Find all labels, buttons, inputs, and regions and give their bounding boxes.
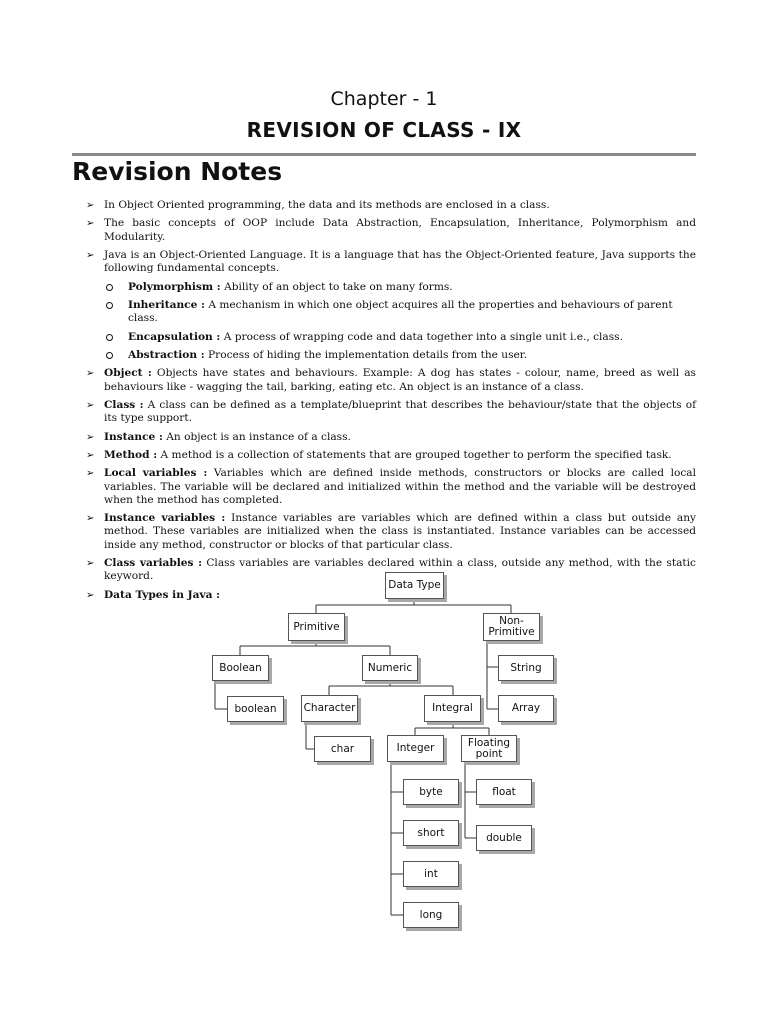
title-divider: [72, 153, 696, 156]
node-label: boolean: [234, 702, 277, 715]
note-text: In Object Oriented programming, the data and its methods are enclosed in a class.: [104, 199, 550, 211]
concept-term: Abstraction :: [128, 348, 205, 361]
section-title: Revision Notes: [72, 157, 283, 186]
circle-bullet-icon: [106, 284, 113, 291]
arrow-bullet-icon: ➢: [86, 449, 95, 461]
definition-text: Objects have states and behaviours. Example: A dog has states - colour, name, breed as well as behaviours like - wagging the tail, barking, eating etc. An object is an instance of a class.: [104, 367, 696, 393]
arrow-bullet-icon: ➢: [86, 200, 95, 211]
definition-item: [86, 431, 696, 444]
arrow-bullet-icon: ➢: [86, 249, 95, 261]
node-int: [403, 861, 459, 887]
node-label: Primitive: [293, 620, 340, 633]
concept-text: Ability of an object to take on many forms.: [220, 280, 453, 293]
arrow-bullet-icon: ➢: [86, 399, 95, 411]
node-primitive: [288, 613, 345, 641]
note-text: Java is an Object-Oriented Language. It is a language that has the Object-Oriented feature, Java supports the following fundamental concepts.: [104, 248, 696, 275]
concept-item: [86, 349, 696, 362]
definition-text: A class can be defined as a template/blueprint that describes the behaviour/state that the objects of its type support.: [104, 398, 696, 425]
circle-bullet-icon: [106, 334, 113, 341]
node-label: Character: [303, 702, 356, 714]
node-float: [476, 779, 532, 805]
node-array: [498, 695, 554, 722]
circle-bullet-icon: [106, 302, 113, 309]
definition-item: [86, 557, 696, 583]
node-label: point: [475, 747, 503, 760]
node-long: [403, 902, 459, 928]
node-floating-point: [461, 735, 517, 762]
arrow-bullet-icon: ➢: [86, 589, 95, 601]
definition-text: An object is an instance of a class.: [162, 430, 351, 443]
node-boolean-type: [227, 696, 284, 722]
node-label: Numeric: [367, 661, 413, 674]
node-label: Data Type: [388, 579, 441, 591]
definition-item: [86, 399, 696, 425]
node-label: Boolean: [219, 661, 262, 674]
node-integer: [387, 735, 444, 762]
definition-term: Local variables :: [104, 467, 208, 480]
note-item: [86, 199, 696, 212]
definition-term: Instance variables :: [104, 512, 226, 525]
concept-term: Polymorphism :: [128, 280, 221, 293]
node-character: [301, 695, 358, 722]
node-double: [476, 825, 532, 851]
node-label: short: [417, 826, 445, 839]
definition-text: Class variables are variables declared within a class, outside any method, with the static keyword.: [104, 556, 696, 583]
definition-item: [86, 467, 696, 507]
note-text: The basic concepts of OOP include Data Abstraction, Encapsulation, Inheritance, Polymorphism and Modularity.: [104, 217, 696, 243]
concept-term: Encapsulation :: [128, 330, 221, 343]
concept-item: [86, 331, 696, 344]
node-label: double: [486, 831, 522, 844]
node-label: byte: [419, 785, 443, 798]
definition-term: Class variables :: [104, 556, 203, 569]
concept-text: A mechanism in which one object acquires all the properties and behaviours of parent class.: [128, 298, 673, 325]
node-label: Primitive: [488, 626, 535, 638]
node-numeric: [362, 655, 418, 681]
node-label: Floating: [467, 736, 511, 749]
data-types-heading: Data Types in Java :: [104, 588, 221, 601]
arrow-bullet-icon: ➢: [86, 368, 95, 380]
arrow-bullet-icon: ➢: [86, 513, 95, 525]
definition-item: [86, 449, 696, 462]
definition-text: Instance variables are variables which are defined within a class but outside any method. These variables are initialized when the class is instantiated. Instance variables can be accessed inside any method, constructor or blocks of that particular class.: [104, 512, 696, 551]
node-label: String: [510, 661, 542, 674]
node-label: Non-: [499, 615, 524, 627]
node-label: Integer: [396, 742, 435, 754]
arrow-bullet-icon: ➢: [86, 431, 95, 443]
node-label: long: [419, 908, 443, 921]
node-label: int: [424, 867, 438, 880]
node-integral: [424, 695, 481, 722]
revision-notes-list: [86, 199, 696, 607]
node-label: Array: [511, 702, 541, 714]
chapter-number: Chapter - 1: [330, 88, 438, 110]
definition-text: Variables which are defined inside methods, constructors or blocks are called local variables. The variable will be declared and initialized within the method and the variable will be destroyed when the method has completed.: [104, 467, 696, 506]
node-short: [403, 820, 459, 846]
node-label: Integral: [432, 702, 473, 714]
definition-term: Method :: [104, 448, 158, 461]
node-label: float: [492, 785, 516, 798]
note-item: [86, 217, 696, 243]
node-non-primitive: [483, 613, 540, 641]
definition-term: Object :: [104, 367, 152, 380]
definition-term: Instance :: [104, 430, 163, 443]
arrow-bullet-icon: ➢: [86, 218, 95, 230]
concept-item: [86, 281, 696, 294]
note-item: [86, 249, 696, 275]
definition-item: [86, 589, 696, 602]
node-boolean-category: [212, 655, 269, 681]
chapter-title: REVISION OF CLASS - IX: [246, 118, 522, 142]
circle-bullet-icon: [106, 352, 113, 359]
concept-text: Process of hiding the implementation details from the user.: [204, 348, 528, 361]
node-label: char: [330, 742, 355, 755]
definition-term: Class :: [104, 398, 144, 411]
definition-item: [86, 367, 696, 393]
concept-term: Inheritance :: [128, 298, 205, 311]
definition-item: [86, 512, 696, 552]
concept-item: [86, 299, 696, 325]
arrow-bullet-icon: ➢: [86, 468, 95, 480]
concept-text: A process of wrapping code and data together into a single unit i.e., class.: [220, 330, 623, 343]
node-string: [498, 655, 554, 681]
definition-text: A method is a collection of statements that are grouped together to perform the specified task.: [157, 448, 672, 461]
arrow-bullet-icon: ➢: [86, 557, 95, 569]
node-char: [314, 736, 371, 762]
node-byte: [403, 779, 459, 805]
